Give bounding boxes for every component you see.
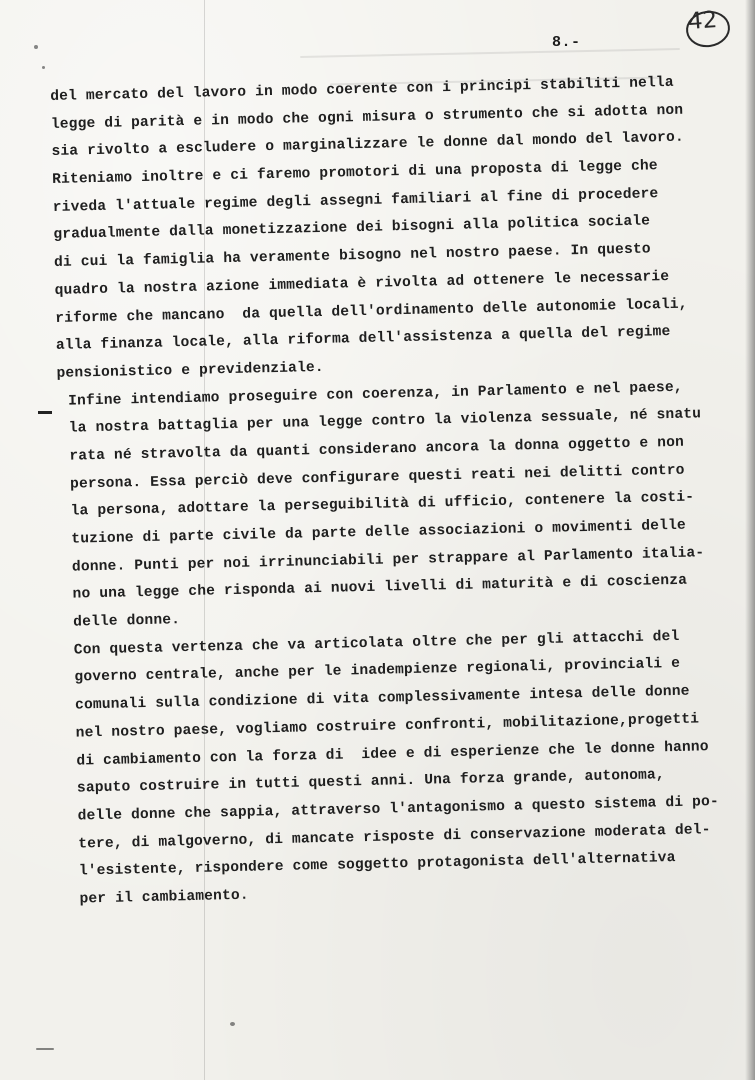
text-line: per il cambiamento. xyxy=(79,887,249,908)
text-line: tere, di malgoverno, di mancate risposte di conservazione moderata del- xyxy=(78,821,711,853)
text-line: gradualmente dalla monetizzazione dei bisogni alla politica sociale xyxy=(53,213,651,244)
text-line: saputo costruire in tutti questi anni. Una forza grande, autonoma, xyxy=(76,767,665,797)
text-line: Con questa vertenza che va articolata oltre che per gli attacchi del xyxy=(73,628,680,659)
text-line: pensionistico e previdenziale. xyxy=(56,359,324,382)
text-line: l'esistente, rispondere come soggetto protagonista dell'alternativa xyxy=(78,850,676,880)
text-line: delle donne che sappia, attraverso l'antagonismo a questo sistema di po- xyxy=(77,793,719,825)
text-line: donne. Punti per noi irrinunciabili per strappare al Parlamento italia- xyxy=(71,544,705,576)
bullet-dash xyxy=(38,411,52,414)
paper-speck xyxy=(36,1048,54,1050)
text-line: sia rivolto a escludere o marginalizzare le donne dal mondo del lavoro. xyxy=(51,130,685,161)
text-line: rata né stravolta da quanti considerano ancora la donna oggetto e non xyxy=(69,434,685,465)
text-line: comunali sulla condizione di vita complessivamente intesa delle donne xyxy=(74,683,690,714)
text-line: riveda l'attuale regime degli assegni familiari al fine di procedere xyxy=(52,185,659,216)
text-line: nel nostro paese, vogliamo costruire confronti, mobilitazione,progetti xyxy=(75,711,700,742)
page-number: 8.- xyxy=(552,34,581,51)
text-line: riforme che mancano da quella dell'ordinamento delle autonomie locali, xyxy=(55,296,688,327)
paper-speck xyxy=(42,66,45,69)
text-line: no una legge che risponda ai nuovi livelli di maturità e di coscienza xyxy=(72,573,688,603)
paper-speck xyxy=(34,45,38,49)
text-line: di cambiamento con la forza di idee e di esperienze che le donne hanno xyxy=(76,738,709,770)
page-edge-shadow xyxy=(745,0,755,1080)
text-line: Infine intendiamo proseguire con coerenza, in Parlamento e nel paese, xyxy=(68,379,683,410)
bleed-through-line xyxy=(300,48,680,58)
text-line: del mercato del lavoro in modo coerente con i principi stabiliti nella xyxy=(50,74,674,105)
text-line: quadro la nostra azione immediata è rivolta ad ottenere le necessarie xyxy=(54,268,670,299)
archive-stamp-number: 42 xyxy=(687,7,719,35)
text-line: delle donne. xyxy=(73,612,181,631)
paper-speck xyxy=(230,1022,235,1026)
text-line: legge di parità e in modo che ogni misura o strumento che si adotta non xyxy=(50,102,684,133)
text-line: persona. Essa perciò deve configurare questi reati nei delitti contro xyxy=(69,462,685,493)
text-line: Riteniamo inoltre e ci faremo promotori di una proposta di legge che xyxy=(51,158,658,189)
text-line: la nostra battaglia per una legge contro la violenza sessuale, né snatu xyxy=(68,406,702,437)
text-line: tuzione di parte civile da parte delle associazioni o movimenti delle xyxy=(71,517,687,548)
text-line: governo centrale, anche per le inadempienze regionali, provinciali e xyxy=(74,656,681,687)
text-line: alla finanza locale, alla riforma dell'assistenza a quella del regime xyxy=(55,324,671,355)
text-line: di cui la famiglia ha veramente bisogno nel nostro paese. In questo xyxy=(53,241,651,272)
typed-body-text xyxy=(50,69,749,915)
text-line: la persona, adottare la perseguibilità di ufficio, contenere la costi- xyxy=(70,489,695,520)
